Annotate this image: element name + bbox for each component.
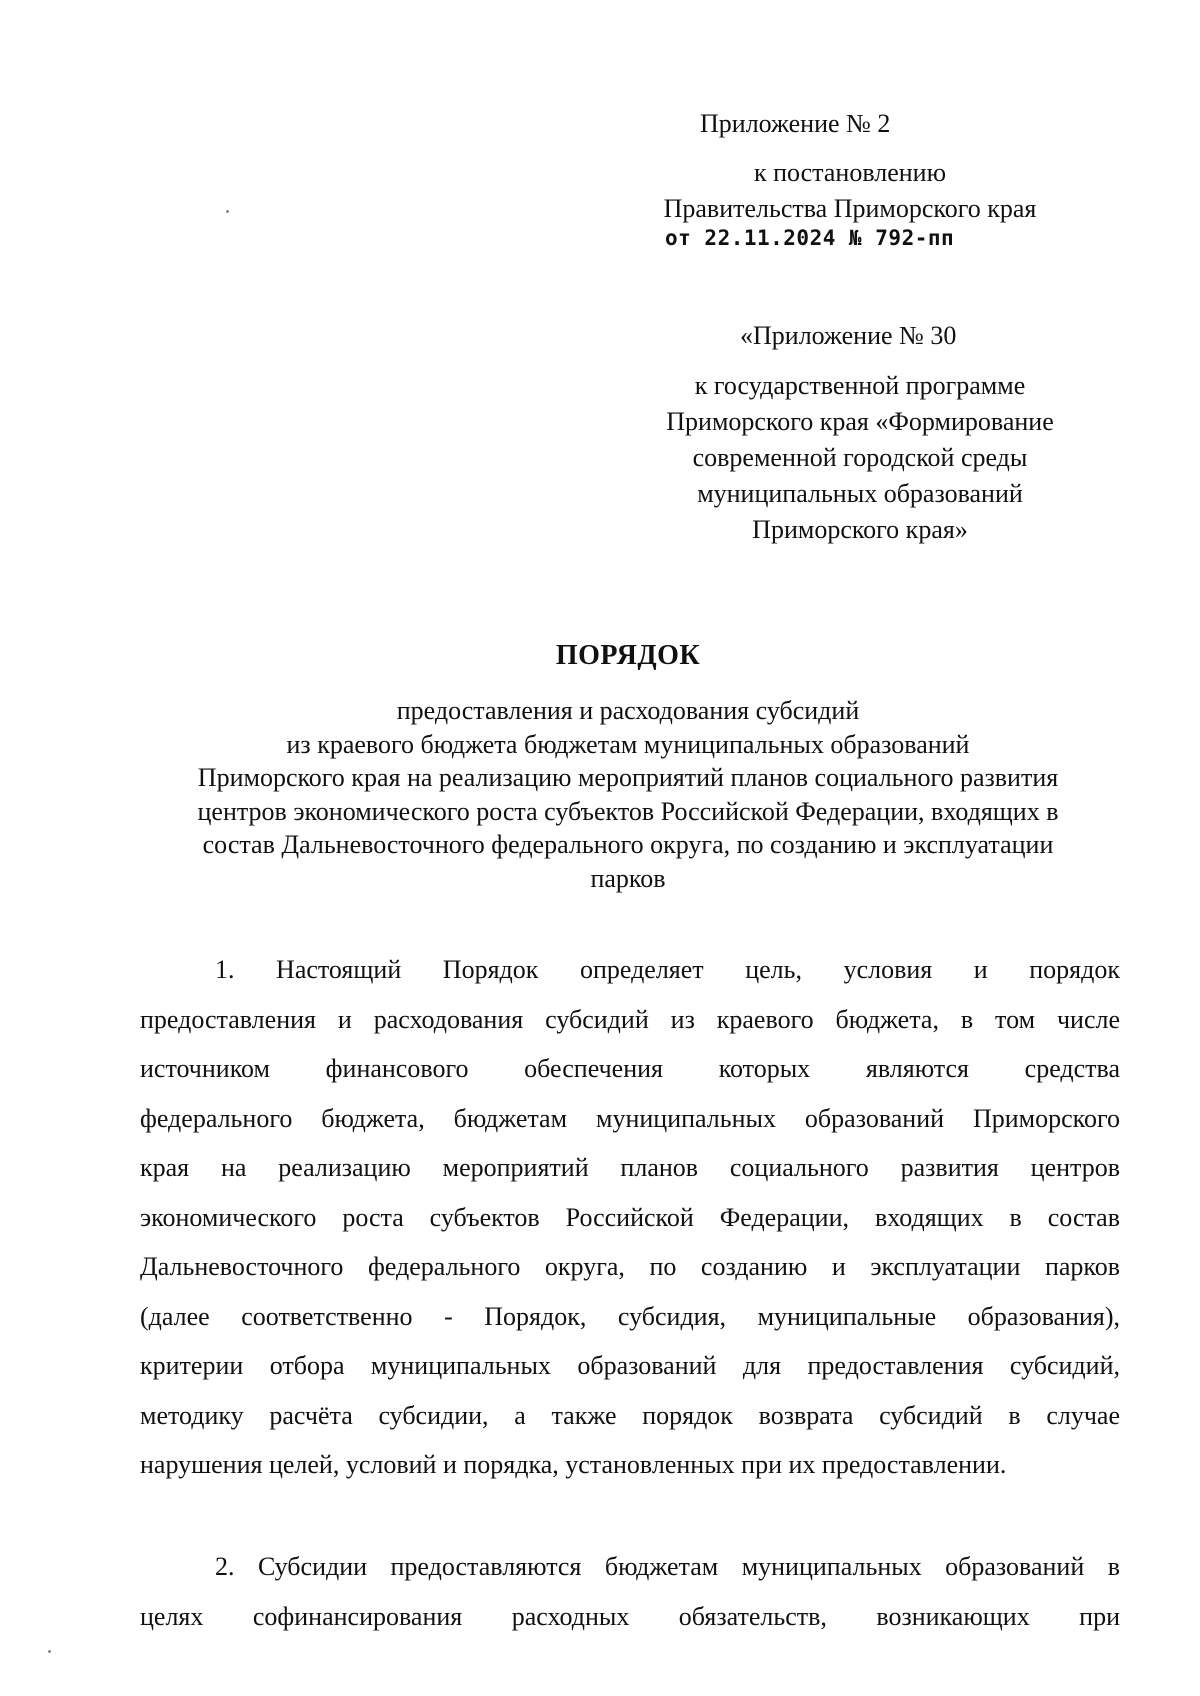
paragraph-line: 2. Субсидии предоставляются бюджетам муниципальных образований в (215, 1552, 1120, 1581)
program-appendix-title-text: «Приложение № 30 (740, 321, 957, 350)
paragraph-line: экономического роста субъектов Российской Федерации, входящих в состав (140, 1202, 1120, 1232)
document-subtitle (100, 694, 1156, 895)
appendix-reference-line: Правительства Приморского края (663, 194, 1037, 223)
program-appendix-reference (620, 368, 1100, 548)
document-title: ПОРЯДОК (555, 640, 701, 671)
paragraph-line: (далее соответственно - Порядок, субсидия, муниципальные образования), (140, 1301, 1120, 1331)
paragraph-line: источником финансового обеспечения которых являются средства (140, 1054, 1120, 1083)
appendix-title-text: Приложение № 2 (700, 109, 891, 138)
appendix-reference (600, 155, 1100, 227)
paragraph-2 (140, 1552, 1120, 1651)
subtitle-line: предоставления и расходования субсидий (396, 696, 860, 725)
paragraph-line: критерии отбора муниципальных образований для предоставления субсидий, (140, 1351, 1120, 1380)
paragraph-line: нарушения целей, условий и порядка, установленных при их предоставлении. (140, 1450, 1007, 1479)
subtitle-line: парков (590, 863, 666, 893)
paragraph-line: края на реализацию мероприятий планов социального развития центров (140, 1153, 1120, 1182)
program-reference-line: Приморского края «Формирование (666, 407, 1054, 436)
scan-speck (48, 1650, 51, 1653)
subtitle-line: состав Дальневосточного федерального округа, по созданию и эксплуатации (202, 830, 1054, 859)
program-reference-line: к государственной программе (694, 371, 1026, 400)
subtitle-line: центров экономического роста субъектов Российской Федерации, входящих в (197, 796, 1059, 826)
paragraph-line: предоставления и расходования субсидий из краевого бюджета, в том числе (140, 1004, 1120, 1034)
program-appendix-title (740, 318, 1040, 354)
appendix-title (700, 106, 1000, 142)
program-reference-line: Приморского края» (752, 515, 968, 544)
subtitle-line: Приморского края на реализацию мероприятий планов социального развития (197, 763, 1059, 792)
paragraph-line: федерального бюджета, бюджетам муниципальных образований Приморского (140, 1103, 1120, 1133)
paragraph-line: Дальневосточного федерального округа, по созданию и эксплуатации парков (140, 1252, 1120, 1281)
paragraph-line: целях софинансирования расходных обязательств, возникающих при (140, 1601, 1120, 1631)
appendix-reference-line: к постановлению (753, 158, 947, 187)
paragraph-1 (140, 955, 1120, 1500)
scan-speck (226, 210, 229, 213)
decree-date-number: от 22.11.2024 № 792-пп (665, 226, 955, 250)
paragraph-line: 1. Настоящий Порядок определяет цель, условия и порядок (215, 955, 1120, 984)
program-reference-line: муниципальных образований (697, 479, 1023, 508)
program-reference-line: современной городской среды (692, 443, 1028, 472)
subtitle-line: из краевого бюджета бюджетам муниципальных образований (286, 729, 970, 759)
paragraph-line: методику расчёта субсидии, а также порядок возврата субсидий в случае (140, 1400, 1120, 1430)
